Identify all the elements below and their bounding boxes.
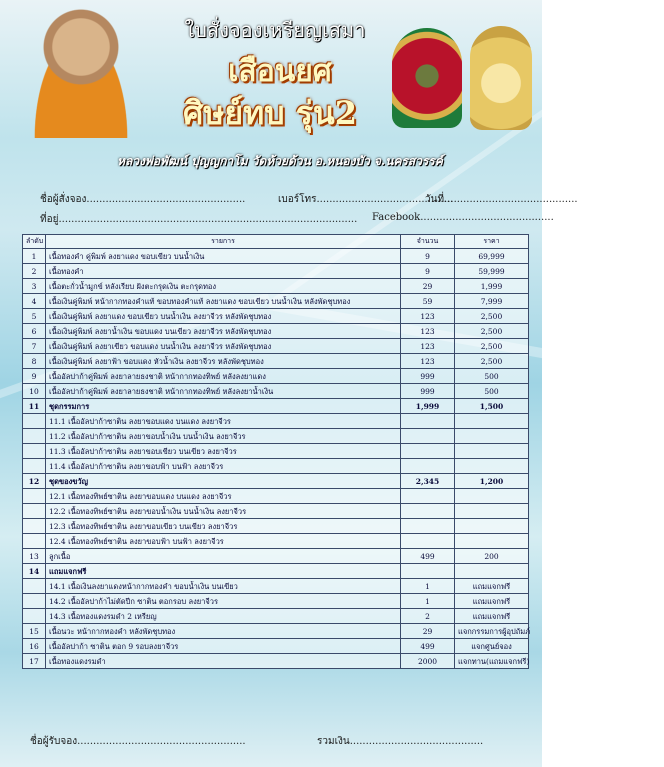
- amulet-title-line1: เสือนยศ: [228, 54, 332, 89]
- row-price: 69,999: [455, 249, 529, 264]
- row-price: แถมแจกฟรี: [455, 594, 529, 609]
- row-item: 12.4 เนื้อทองทิพย์ซาติน ลงยาขอบฟ้า บนฟ้า ลงยาจีวร: [46, 534, 401, 549]
- table-row: [23, 639, 529, 654]
- red-medal-image: [392, 28, 462, 128]
- row-qty: 123: [401, 354, 455, 369]
- row-qty: 499: [401, 549, 455, 564]
- row-qty: [401, 504, 455, 519]
- row-item: 14.2 เนื้ออัลปาก้าไม่ตัดปีก ซาติน ตอกรอบ ลงยาจีวร: [46, 594, 401, 609]
- gold-medal-image: [470, 26, 532, 130]
- table-row: [23, 339, 529, 354]
- row-price: [455, 429, 529, 444]
- row-qty: 1,999: [401, 399, 455, 414]
- row-no: 11: [23, 399, 46, 414]
- row-qty: 1: [401, 579, 455, 594]
- table-row: [23, 264, 529, 279]
- table-row: [23, 429, 529, 444]
- table-row: [23, 324, 529, 339]
- row-item: 12.3 เนื้อทองทิพย์ซาติน ลงยาขอบเขียว บนเขียว ลงยาจีวร: [46, 519, 401, 534]
- row-qty: 2: [401, 609, 455, 624]
- row-qty: [401, 444, 455, 459]
- table-row: [23, 564, 529, 579]
- row-qty: [401, 489, 455, 504]
- order-table: [22, 234, 529, 669]
- table-row: [23, 294, 529, 309]
- table-row: [23, 354, 529, 369]
- row-qty: [401, 534, 455, 549]
- row-item: 14.1 เนื้อเงินลงยาแดงหน้ากากทองคำ ขอบน้ำเงิน บนเขียว: [46, 579, 401, 594]
- row-price: [455, 489, 529, 504]
- address-field[interactable]: ที่อยู่..............................................................................................: [40, 214, 358, 225]
- amulet-title-line2: ศิษย์ทบ รุ่น2: [182, 94, 358, 132]
- table-row: [23, 459, 529, 474]
- row-no: 3: [23, 279, 46, 294]
- row-qty: 9: [401, 249, 455, 264]
- phone-field[interactable]: เบอร์โทร...........................................: [278, 194, 454, 205]
- row-qty: 499: [401, 639, 455, 654]
- row-no: [23, 579, 46, 594]
- row-item: 11.1 เนื้ออัลปาก้าซาติน ลงยาขอบแดง บนแดง ลงยาจีวร: [46, 414, 401, 429]
- row-qty: [401, 429, 455, 444]
- row-no: 5: [23, 309, 46, 324]
- row-qty: 29: [401, 279, 455, 294]
- row-price: [455, 459, 529, 474]
- row-price: [455, 444, 529, 459]
- row-qty: [401, 519, 455, 534]
- row-item: เนื้อนวะ หน้ากากทองคำ หลังพัดชุบทอง: [46, 624, 401, 639]
- row-qty: 123: [401, 339, 455, 354]
- row-price: แจกทาน(แถมแจกฟรี): [455, 654, 529, 669]
- row-item: เนื้อเงินคู่พิมพ์ ลงยาฟ้า ขอบแดง หัวน้ำเงิน ลงยาจีวร หลังพัดชุบทอง: [46, 354, 401, 369]
- row-no: [23, 459, 46, 474]
- col-header-no: ลำดับ: [23, 235, 46, 249]
- row-price: 7,999: [455, 294, 529, 309]
- row-no: [23, 594, 46, 609]
- row-no: 4: [23, 294, 46, 309]
- table-header-row: [23, 235, 529, 249]
- row-price: แถมแจกฟรี: [455, 609, 529, 624]
- row-item: เนื้อเงินคู่พิมพ์ หน้ากากทองคำแท้ ขอบทองคำแท้ ลงยาแดง ขอบเขียว บนน้ำเงิน หลังพัดชุบทอง: [46, 294, 401, 309]
- row-price: 2,500: [455, 309, 529, 324]
- row-item: เนื้ออัลปาก้าคู่พิมพ์ ลงยาลายธงชาติ หน้ากากทองทิพย์ หลังลงยาน้ำเงิน: [46, 384, 401, 399]
- row-price: 1,500: [455, 399, 529, 414]
- table-row: [23, 399, 529, 414]
- row-qty: 2000: [401, 654, 455, 669]
- temple-subtitle: หลวงพ่อพัฒน์ ปุญญกาโม วัดห้วยด้วน อ.หนองบัว จ.นครสวรรค์: [117, 154, 443, 168]
- row-qty: 999: [401, 369, 455, 384]
- date-field[interactable]: วันที่..........................................: [425, 194, 578, 205]
- row-item: 11.4 เนื้ออัลปาก้าซาติน ลงยาขอบฟ้า บนฟ้า ลงยาจีวร: [46, 459, 401, 474]
- row-item: 11.2 เนื้ออัลปาก้าซาติน ลงยาขอบน้ำเงิน บนน้ำเงิน ลงยาจีวร: [46, 429, 401, 444]
- row-item: เนื้ออัลปาก้าคู่พิมพ์ ลงยาลายธงชาติ หน้ากากทองทิพย์ หลังลงยาแดง: [46, 369, 401, 384]
- row-no: 9: [23, 369, 46, 384]
- table-row: [23, 594, 529, 609]
- row-item: ชุดของขวัญ: [46, 474, 401, 489]
- row-qty: [401, 564, 455, 579]
- row-price: 500: [455, 369, 529, 384]
- row-no: 2: [23, 264, 46, 279]
- row-item: เนื้อทองคำ คู่พิมพ์ ลงยาแดง ขอบเขียว บนน้ำเงิน: [46, 249, 401, 264]
- row-item: เนื้ออัลปาก้า ซาติน ตอก 9 รอบลงยาจีวร: [46, 639, 401, 654]
- row-price: 1,200: [455, 474, 529, 489]
- row-no: [23, 609, 46, 624]
- row-price: แจกศูนย์จอง: [455, 639, 529, 654]
- orderer-name-field[interactable]: ชื่อผู้สั่งจอง..................................................: [40, 194, 246, 205]
- monk-portrait: [22, 8, 140, 138]
- row-price: 200: [455, 549, 529, 564]
- row-item: เนื้อทองแดงรมดำ: [46, 654, 401, 669]
- row-price: 2,500: [455, 324, 529, 339]
- row-qty: 1: [401, 594, 455, 609]
- row-no: 7: [23, 339, 46, 354]
- row-price: 2,500: [455, 354, 529, 369]
- row-item: เนื้อเงินคู่พิมพ์ ลงยาเขียว ขอบแดง บนน้ำเงิน ลงยาจีวร หลังพัดชุบทอง: [46, 339, 401, 354]
- form-title: ใบสั่งจองเหรียญเสมา: [184, 18, 366, 42]
- header: [0, 0, 542, 185]
- row-no: 10: [23, 384, 46, 399]
- row-no: 8: [23, 354, 46, 369]
- row-no: 6: [23, 324, 46, 339]
- row-qty: 999: [401, 384, 455, 399]
- row-qty: [401, 459, 455, 474]
- table-row: [23, 309, 529, 324]
- row-item: เนื้อทองคำ: [46, 264, 401, 279]
- table-row: [23, 444, 529, 459]
- row-no: [23, 444, 46, 459]
- row-no: 16: [23, 639, 46, 654]
- row-item: เนื้อเงินคู่พิมพ์ ลงยาน้ำเงิน ขอบแดง บนเขียว ลงยาจีวร หลังพัดชุบทอง: [46, 324, 401, 339]
- row-qty: 123: [401, 309, 455, 324]
- table-row: [23, 279, 529, 294]
- row-no: [23, 414, 46, 429]
- row-price: 500: [455, 384, 529, 399]
- table-row: [23, 504, 529, 519]
- row-qty: 9: [401, 264, 455, 279]
- row-price: [455, 564, 529, 579]
- row-qty: [401, 414, 455, 429]
- row-price: แถมแจกฟรี: [455, 579, 529, 594]
- table-row: [23, 249, 529, 264]
- table-row: [23, 489, 529, 504]
- col-header-qty: จำนวน: [401, 235, 455, 249]
- row-price: [455, 414, 529, 429]
- table-row: [23, 519, 529, 534]
- row-no: 13: [23, 549, 46, 564]
- col-header-price: ราคา: [455, 235, 529, 249]
- receiver-field[interactable]: ชื่อผู้รับจอง.....................................................: [30, 736, 246, 747]
- facebook-field[interactable]: Facebook..........................................: [372, 212, 554, 223]
- row-qty: 2,345: [401, 474, 455, 489]
- total-field[interactable]: รวมเงิน..........................................: [317, 736, 484, 747]
- row-item: แถมแจกฟรี: [46, 564, 401, 579]
- row-price: 59,999: [455, 264, 529, 279]
- row-no: [23, 519, 46, 534]
- table-row: [23, 624, 529, 639]
- row-item: ลูกเนื้อ: [46, 549, 401, 564]
- row-price: 1,999: [455, 279, 529, 294]
- row-no: [23, 504, 46, 519]
- col-header-item: รายการ: [46, 235, 401, 249]
- table-row: [23, 654, 529, 669]
- row-qty: 123: [401, 324, 455, 339]
- row-price: แจกกรรมการผู้อุปถัมภ์: [455, 624, 529, 639]
- row-price: 2,500: [455, 339, 529, 354]
- row-qty: 59: [401, 294, 455, 309]
- row-no: 12: [23, 474, 46, 489]
- table-row: [23, 534, 529, 549]
- row-no: [23, 489, 46, 504]
- table-row: [23, 579, 529, 594]
- table-row: [23, 474, 529, 489]
- table-row: [23, 609, 529, 624]
- row-no: 17: [23, 654, 46, 669]
- row-item: เนื้อตะกั่วน้ำมูกข์ หลังเรียบ ฝังตะกรุดเงิน ตะกรุดทอง: [46, 279, 401, 294]
- table-row: [23, 414, 529, 429]
- row-item: ชุดกรรมการ: [46, 399, 401, 414]
- row-no: 15: [23, 624, 46, 639]
- row-item: เนื้อเงินคู่พิมพ์ ลงยาแดง ขอบเขียว บนน้ำเงิน ลงยาจีวร หลังพัดชุบทอง: [46, 309, 401, 324]
- table-row: [23, 549, 529, 564]
- table-row: [23, 369, 529, 384]
- row-price: [455, 534, 529, 549]
- row-qty: 29: [401, 624, 455, 639]
- row-price: [455, 519, 529, 534]
- row-item: 11.3 เนื้ออัลปาก้าซาติน ลงยาขอบเขียว บนเขียว ลงยาจีวร: [46, 444, 401, 459]
- table-row: [23, 384, 529, 399]
- row-item: 12.2 เนื้อทองทิพย์ซาติน ลงยาขอบน้ำเงิน บนน้ำเงิน ลงยาจีวร: [46, 504, 401, 519]
- row-item: 12.1 เนื้อทองทิพย์ซาติน ลงยาขอบแดง บนแดง ลงยาจีวร: [46, 489, 401, 504]
- row-no: 14: [23, 564, 46, 579]
- row-item: 14.3 เนื้อทองแดงรมดำ 2 เหรียญ: [46, 609, 401, 624]
- row-no: [23, 429, 46, 444]
- row-price: [455, 504, 529, 519]
- row-no: 1: [23, 249, 46, 264]
- row-no: [23, 534, 46, 549]
